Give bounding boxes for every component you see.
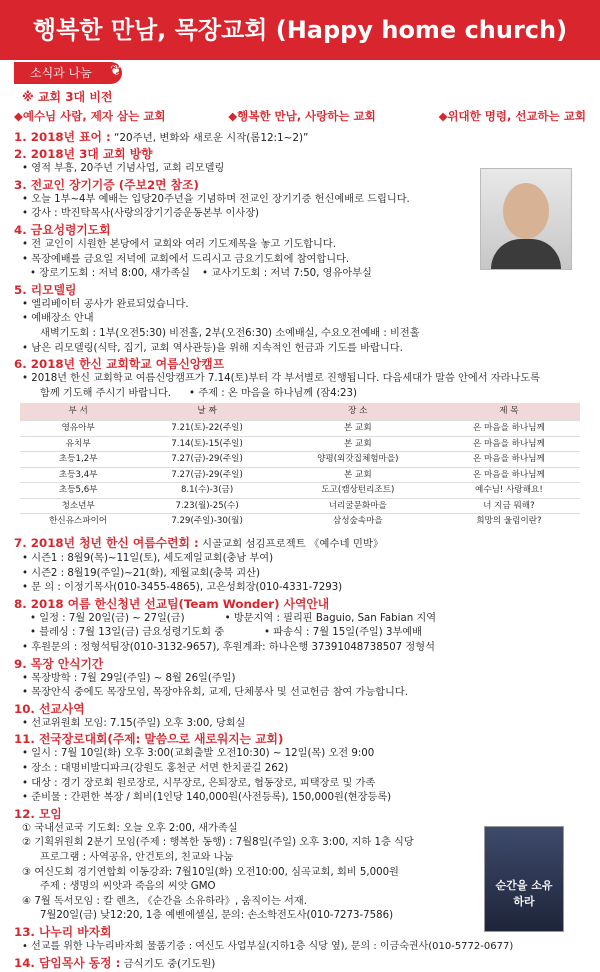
- section-heading: 5. 리모델링: [14, 282, 77, 297]
- list-item: • 전 교인이 시원한 본당에서 교회와 여러 기도제목을 놓고 기도합니다.: [22, 238, 336, 250]
- list-item: ② 기획위원회 2분기 모임(주제 : 행복한 동행) : 7월8일(주일) 오후 3:00, 지하 1층 식당: [22, 837, 414, 849]
- section-8: [14, 596, 586, 656]
- table-cell: 7.14(토)-15(주일): [136, 436, 277, 452]
- section-heading: 9. 목장 안식기간: [14, 656, 104, 671]
- list-item: • 장로기도회 : 저녁 8:00, 새가족실: [30, 268, 190, 280]
- table-cell: 도고(캠상턴리조트): [278, 483, 438, 499]
- section-14: [14, 955, 586, 972]
- table-cell: 양평(외갓집체험마을): [278, 452, 438, 468]
- list-item: • 목장방학 : 7월 29일(주일) ~ 8월 26일(주일): [22, 672, 236, 684]
- list-item: • 예배장소 안내: [22, 313, 94, 325]
- list-item: 7월20일(금) 낮12:20, 1층 예벤에셀실, 문의: 손소학전도사(010-7273-7586): [40, 910, 394, 922]
- list-item: • 문 의 : 이정기목사(010-3455-4865), 고은성회장(010-4331-7293): [22, 582, 343, 594]
- list-item: ④ 7월 독서모임 : 칼 렌츠, 《순간을 소유하라》, 움직이는 서재.: [22, 895, 307, 907]
- column-header: 장 소: [278, 403, 438, 420]
- section-2: [14, 146, 586, 177]
- section-subtitle: 시골교회 섬김프로젝트 《예수네 민박》: [198, 538, 384, 551]
- section-4: [14, 222, 586, 282]
- column-header: 제 목: [438, 403, 580, 420]
- section-heading: 7. 2018년 청년 한신 여름수련회 :: [14, 536, 199, 551]
- table-cell: 온 마음을 하나님께: [438, 467, 580, 483]
- table-cell: 7.21(토)-22(주일): [136, 420, 277, 436]
- list-item: 함께 기도해 주시기 바랍니다.: [40, 387, 172, 399]
- table-cell: 너리굴문화마을: [278, 498, 438, 514]
- section-tag-bar: [0, 60, 600, 80]
- list-item: • 엘리베이터 공사가 완료되었습니다.: [22, 298, 189, 310]
- table-cell: 삼성숲속마을: [278, 514, 438, 529]
- list-item: • 대상 : 경기 장로회 원로장로, 시무장로, 은퇴장로, 협동장로, 피택장로 및 가족: [22, 777, 376, 789]
- table-cell: 본 교회: [278, 420, 438, 436]
- section-heading: 3. 전교인 장기기증 (주보2면 참조): [14, 177, 199, 192]
- leaf-icon: ❦: [110, 63, 122, 79]
- list-item: • 일시 : 7월 10일(화) 오후 3:00(교회출발 오전10:30) ~ 12일(목) 오전 9:00: [22, 748, 375, 760]
- list-item: ① 국내선교국 기도회: 오늘 오후 2:00, 새가족실: [22, 822, 238, 834]
- section-12: [14, 806, 586, 924]
- table-cell: 유치부: [20, 436, 136, 452]
- section-tag: [14, 62, 122, 84]
- section-9: [14, 656, 586, 701]
- section-7: [14, 535, 586, 596]
- list-item: • 준비물 : 간편한 복장 / 회비(1인당 140,000원(사전등록), 150,000원(현장등록): [22, 792, 392, 804]
- book-cover-title: 순간을 소유하라: [495, 879, 553, 908]
- column-header: 부 서: [20, 403, 136, 420]
- header-banner: [0, 0, 600, 60]
- table-cell: 초등1,2부: [20, 452, 136, 468]
- page-title: 행복한 만남, 목장교회 (Happy home church): [32, 16, 568, 44]
- list-item: ③ 여신도회 경기연합회 이동강좌: 7월10일(화) 오전10:00, 심곡교회, 회비 5,000원: [22, 866, 399, 878]
- list-item: • 남은 리모델링(식탁, 집기, 교회 역사관등)을 위해 지속적인 헌금과 기도를 바랍니다.: [22, 342, 403, 354]
- section-5: [14, 282, 586, 356]
- section-3: [14, 177, 586, 222]
- section-heading: 11. 전국장로대회(주제: 말씀으로 새로워지는 교회): [14, 732, 284, 747]
- section-tag-label: 소식과 나눔: [30, 66, 92, 80]
- list-item: • 교사기도회 : 저녁 7:50, 영유아부실: [202, 268, 372, 280]
- table-row: [20, 452, 580, 468]
- table-row: [20, 514, 580, 529]
- list-item: 새벽기도회 : 1부(오전5:30) 비전홀, 2부(오전6:30) 소예배실, 수요오전예배 : 비전홀: [40, 327, 420, 339]
- table-cell: 7.29(주일)-30(월): [136, 514, 277, 529]
- table-cell: 온 마음을 하나님께: [438, 436, 580, 452]
- list-item: • 오늘 1부~4부 예배는 입당20주년을 기념하며 전교인 장기기증 헌신예배로 드립니다.: [22, 193, 410, 205]
- bulletin-content: [14, 90, 586, 972]
- list-item: • 목장안식 중에도 목장모임, 목장야유회, 교제, 단체봉사 및 선교헌금 참여 가능합니다.: [22, 687, 408, 699]
- list-item: • 주제 : 온 마음을 하나님께 (잠4:23): [189, 387, 357, 399]
- list-item: • 선교위원회 모임: 7.15(주일) 오후 3:00, 당회실: [22, 717, 246, 729]
- column-header: 날 짜: [136, 403, 277, 420]
- section-heading: 13. 나누리 바자회: [14, 924, 112, 939]
- section-heading: 1. 2018년 표어 :: [14, 130, 111, 145]
- list-item: • 선교를 위한 나누리바자회 물품기증 : 여신도 사업부실(지하1층 식당 옆), 문의 : 이금숙권사(010-5772-0677): [22, 940, 514, 952]
- section-heading: 12. 모임: [14, 806, 62, 821]
- section-heading: 2. 2018년 3대 교회 방향: [14, 147, 153, 162]
- table-cell: 청소년부: [20, 498, 136, 514]
- table-cell: 7.23(월)-25(수): [136, 498, 277, 514]
- table-cell: 온 마음을 하나님께: [438, 420, 580, 436]
- section-heading: 8. 2018 여름 한신청년 선교팀(Team Wonder) 사역안내: [14, 596, 330, 611]
- list-item: • 장소 : 대명비발디파크(강원도 홍천군 서면 한치골길 262): [22, 763, 289, 774]
- motto-text: “20주년, 변화와 새로운 시작(롬12:1~2)”: [110, 132, 309, 145]
- table-cell: 초등5,6부: [20, 483, 136, 499]
- table-cell: 본 교회: [278, 436, 438, 452]
- list-item: • 영적 부흥, 20주년 기념사업, 교회 리모델링: [22, 163, 225, 175]
- table-cell: 본 교회: [278, 467, 438, 483]
- list-item: • 강사 : 박진탁목사(사랑의장기기증운동본부 이사장): [22, 208, 260, 220]
- section-heading: 10. 선교사역: [14, 701, 85, 716]
- table-cell: 희망의 울림이란?: [438, 514, 580, 529]
- table-cell: 예수님! 사랑해요!: [438, 483, 580, 499]
- section-10: [14, 701, 586, 732]
- section-1: [14, 129, 586, 146]
- list-item: • 방문지역 : 필리핀 Baguio, San Fabian 지역: [224, 612, 437, 624]
- list-item: 프로그램 : 사역공유, 안건토의, 친교와 나눔: [40, 851, 234, 863]
- camp-table: [20, 403, 580, 529]
- table-row: [20, 467, 580, 483]
- list-item: • 목장예배를 금요일 저녁에 교회에서 드리시고 금요기도회에 참여합니다.: [22, 253, 350, 265]
- table-row: [20, 420, 580, 436]
- section-subtitle: 금식기도 중(기도원): [120, 957, 216, 970]
- section-6: [14, 356, 586, 529]
- section-11: [14, 731, 586, 805]
- section-13: [14, 924, 586, 955]
- list-item: • 시즌1 : 8월9(목)~11일(토), 세도제일교회(충남 부여): [22, 553, 274, 565]
- table-cell: 한신유스파이어: [20, 514, 136, 529]
- list-item: • 후원문의 : 정형석팀장(010-3132-9657), 후원계좌: 하나은행 37391048738507 정형석: [22, 642, 435, 654]
- table-cell: 7.27(금)-29(주일): [136, 452, 277, 468]
- vision-item: ◆행복한 만남, 사랑하는 교회: [228, 108, 376, 123]
- list-item: 주제 : 생명의 씨앗과 죽음의 씨앗 GMO: [40, 881, 216, 893]
- vision-list: [14, 109, 586, 124]
- table-cell: 너 지금 뭐해?: [438, 498, 580, 514]
- table-row: [20, 436, 580, 452]
- table-cell: 영유아부: [20, 420, 136, 436]
- section-heading: 4. 금요성령기도회: [14, 222, 111, 237]
- list-item: • 블레싱 : 7월 13일(금) 금요성령기도회 중: [30, 627, 225, 639]
- vision-title: ※ 교회 3대 비전: [22, 90, 113, 104]
- table-row: [20, 498, 580, 514]
- vision-item: ◆위대한 명령, 선교하는 교회: [438, 108, 586, 123]
- table-cell: 7.27(금)-29(주일): [136, 467, 277, 483]
- list-item: • 시즌2 : 8월19(주일)~21(화), 제월교회(충북 괴산): [22, 567, 260, 579]
- table-cell: 8.1(수)-3(금): [136, 483, 277, 499]
- list-item: • 일정 : 7월 20일(금) ~ 27일(금): [30, 612, 185, 624]
- section-heading: 6. 2018년 한신 교회학교 여름신앙캠프: [14, 357, 225, 372]
- list-item: • 파송식 : 7월 15일(주일) 3부예배: [264, 627, 422, 639]
- table-header-row: [20, 403, 580, 420]
- table-cell: 초등3,4부: [20, 467, 136, 483]
- list-item: • 2018년 한신 교회학교 여름신앙캠프가 7.14(토)부터 각 부서별로 진행됩니다. 다음세대가 말씀 안에서 자라나도록: [22, 373, 540, 385]
- table-row: [20, 483, 580, 499]
- table-cell: 온 마음을 하나님께: [438, 452, 580, 468]
- vision-item: ◆예수님 사람, 제자 삼는 교회: [14, 108, 166, 123]
- section-heading: 14. 담임목사 동정 :: [14, 955, 121, 970]
